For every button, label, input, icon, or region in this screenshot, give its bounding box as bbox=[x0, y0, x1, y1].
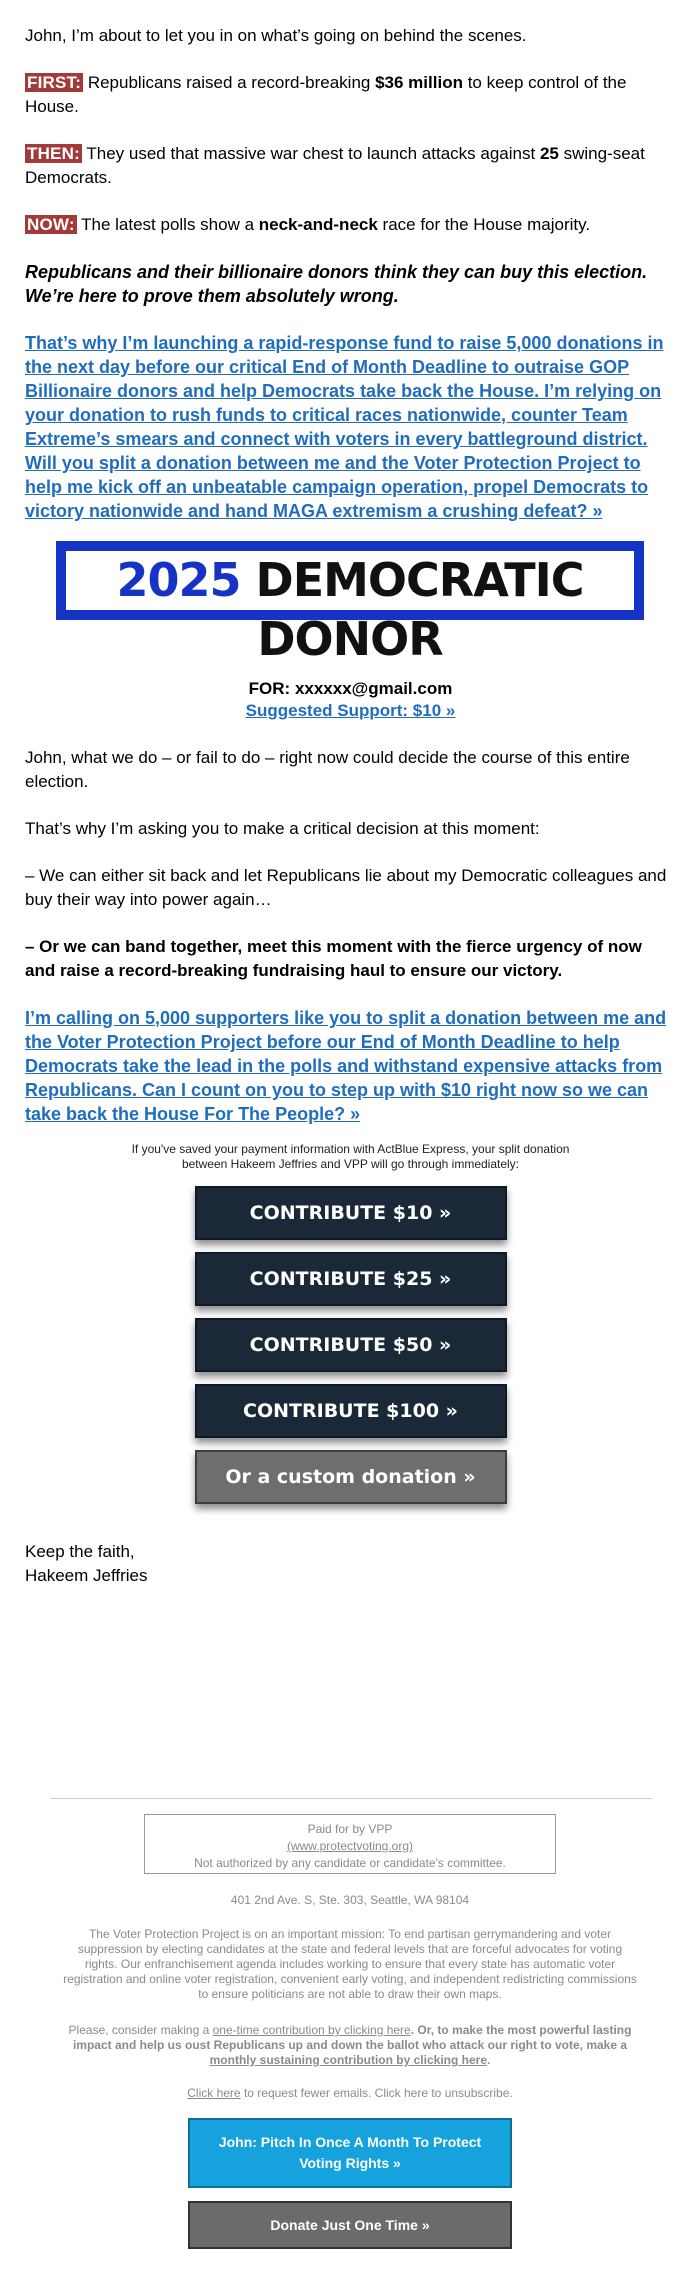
contribute-50-button[interactable]: CONTRIBUTE $50 » bbox=[195, 1318, 507, 1372]
now-tag: NOW: bbox=[27, 215, 75, 234]
not-authorized: Not authorized by any candidate or candidate's committee. bbox=[194, 1856, 506, 1870]
footer-mission: The Voter Protection Project is on an important mission: To end partisan gerrymandering and voter suppression by electing candidates at the state and federal levels that are forceful advocates for voting rights. Our enfranchisement agenda includes working to ensure that every state has automatic voter registration and online voter registration, convenient early voting, and independent redistricting commissions to ensure politicians are not able to draw their own maps. bbox=[63, 1927, 637, 2001]
footer-divider bbox=[50, 1798, 652, 1799]
contribution-buttons bbox=[25, 1186, 676, 1516]
then-paragraph bbox=[25, 142, 676, 190]
first-tag: FIRST: bbox=[27, 73, 82, 92]
banner-year: 2025 bbox=[116, 553, 241, 607]
contribute-25-button[interactable]: CONTRIBUTE $25 » bbox=[195, 1252, 507, 1306]
donor-banner-box[interactable] bbox=[56, 541, 644, 666]
signoff-closing: Keep the faith, bbox=[25, 1542, 135, 1561]
suggested-support-link[interactable]: Suggested Support: $10 » bbox=[245, 701, 456, 720]
body-paragraph-2: That’s why I’m asking you to make a critical decision at this moment: bbox=[25, 819, 540, 838]
actblue-express-note: If you've saved your payment information with ActBlue Express, your split donation between Hakeem Jeffries and VPP will go through immediately: bbox=[131, 1142, 570, 1171]
rapid-response-link[interactable]: That’s why I’m launching a rapid-response fund to raise 5,000 donations in the next day before our critical End of Month Deadline to outraise GOP Billionaire donors and help Democrats take back the House. I’m relying on your donation to rush funds to critical races nationwide, counter Team Extreme’s smears and connect with voters in every battleground district. Will you split a donation between me and the Voter Protection Project to help me kick off an unbeatable campaign operation, propel Democrats to victory nationwide and hand MAGA extremism a crushing defeat? » bbox=[25, 333, 664, 521]
donor-banner[interactable] bbox=[25, 541, 676, 666]
paid-url-link[interactable]: (www.protectvoting.org) bbox=[286, 1839, 414, 1853]
first-amount: $36 million bbox=[375, 73, 463, 92]
now-text-a: The latest polls show a bbox=[76, 215, 259, 234]
fewer-emails-link[interactable]: Click here bbox=[187, 2086, 241, 2100]
body-paragraph-1: John, what we do – or fail to do – right now could decide the course of this entire election. bbox=[25, 748, 630, 791]
banner-title: DEMOCRATIC DONOR bbox=[240, 553, 584, 666]
first-paragraph bbox=[25, 71, 676, 119]
footer-address: 401 2nd Ave. S, Ste. 303, Seattle, WA 98104 bbox=[230, 1893, 470, 1907]
consider-text-b: . Or, to make the most powerful lasting impact and help us oust Republicans up and down the ballot who attack our right to vote, make a bbox=[72, 2023, 632, 2052]
then-text-c: swing-seat Democrats. bbox=[25, 144, 645, 187]
greeting: John, I’m about to let you in on what’s going on behind the scenes. bbox=[25, 26, 527, 45]
now-emphasis: neck-and-neck bbox=[258, 215, 378, 234]
signoff-name: Hakeem Jeffries bbox=[25, 1566, 148, 1585]
paid-for-box bbox=[144, 1814, 556, 1874]
contribute-10-button[interactable]: CONTRIBUTE $10 » bbox=[195, 1186, 507, 1240]
body-paragraph-4: – Or we can band together, meet this moment with the fierce urgency of now and raise a record-breaking fundraising haul to ensure our victory. bbox=[25, 937, 642, 980]
consider-text-c: . bbox=[487, 2053, 491, 2067]
now-text-c: race for the House majority. bbox=[377, 215, 591, 234]
donor-email-line: FOR: xxxxxx@gmail.com bbox=[248, 679, 453, 698]
footer-consider bbox=[60, 2023, 640, 2068]
monthly-pitch-in-button[interactable]: John: Pitch In Once A Month To Protect Voting Rights » bbox=[188, 2118, 512, 2188]
contribute-100-button[interactable]: CONTRIBUTE $100 » bbox=[195, 1384, 507, 1438]
then-tag: THEN: bbox=[27, 144, 80, 163]
italic-statement: Republicans and their billionaire donors think they can buy this election. We’re here to prove them absolutely wrong. bbox=[25, 262, 648, 306]
then-text-a: They used that massive war chest to launch attacks against bbox=[81, 144, 540, 163]
fewer-emails-text: to request fewer emails. Click here to unsubscribe. bbox=[240, 2086, 513, 2100]
custom-donation-button[interactable]: Or a custom donation » bbox=[195, 1450, 507, 1504]
donate-one-time-button[interactable]: Donate Just One Time » bbox=[188, 2201, 512, 2249]
monthly-contribution-link[interactable]: monthly sustaining contribution by clicking here bbox=[209, 2053, 487, 2067]
first-text-c: to keep control of the House. bbox=[25, 73, 627, 116]
suggested-support bbox=[25, 701, 676, 721]
consider-text-a: Please, consider making a bbox=[68, 2023, 213, 2037]
calling-on-supporters-link[interactable]: I’m calling on 5,000 supporters like you to split a donation between me and the Voter Protection Project before our End of Month Deadline to help Democrats take the lead in the polls and withstand expensive attacks from Republicans. Can I count on you to step up with $10 right now so we can take back the House For The People? » bbox=[25, 1008, 667, 1124]
one-time-contribution-link[interactable]: one-time contribution by clicking here bbox=[212, 2023, 411, 2037]
first-text-a: Republicans raised a record-breaking bbox=[83, 73, 376, 92]
now-paragraph bbox=[25, 213, 676, 237]
body-paragraph-3: – We can either sit back and let Republicans lie about my Democratic colleagues and buy their way into power again… bbox=[25, 866, 667, 909]
then-count: 25 bbox=[539, 144, 559, 163]
footer-unsubscribe bbox=[60, 2086, 640, 2101]
paid-by: Paid for by VPP bbox=[307, 1822, 393, 1836]
signoff bbox=[25, 1540, 676, 1588]
